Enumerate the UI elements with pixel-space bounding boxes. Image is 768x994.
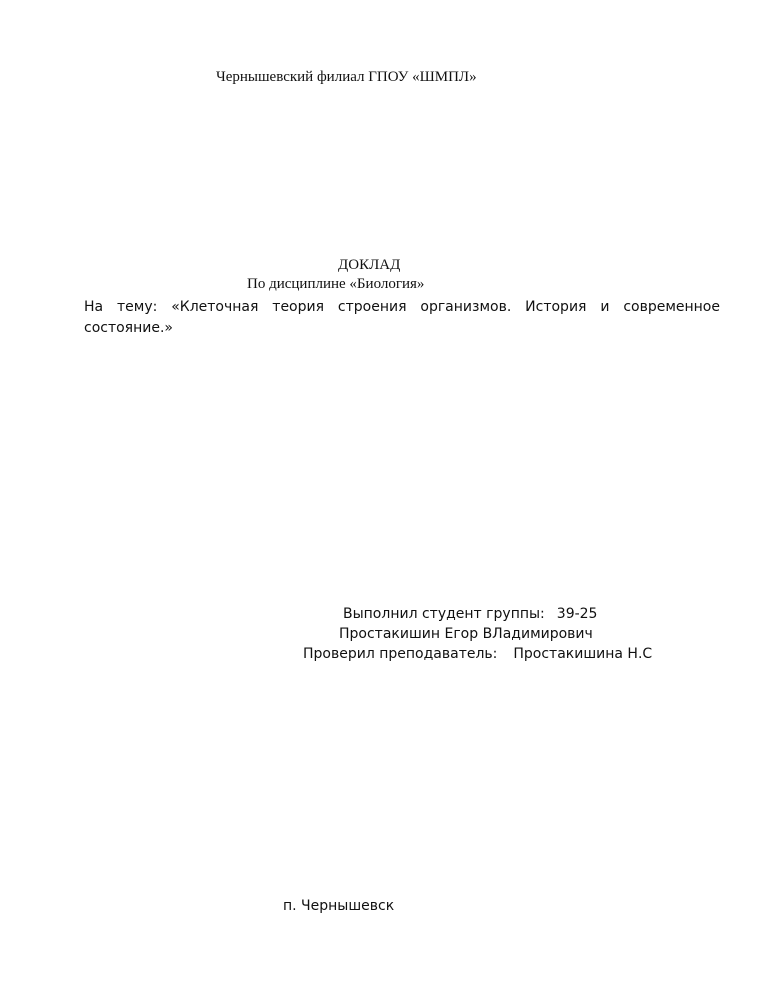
teacher-name: Простакишина Н.С bbox=[513, 646, 653, 662]
student-name: Простакишин Егор ВЛадимирович bbox=[339, 626, 593, 642]
document-type-heading: ДОКЛАД bbox=[338, 257, 401, 273]
topic-line: На тему: «Клеточная теория строения организмов. История и современное состояние.» bbox=[84, 299, 720, 336]
student-label: Выполнил студент группы: bbox=[343, 606, 545, 622]
teacher-line bbox=[303, 647, 652, 661]
teacher-label: Проверил преподаватель: bbox=[303, 646, 498, 662]
student-group: 39-25 bbox=[556, 606, 598, 622]
student-line bbox=[343, 607, 597, 621]
discipline-line: По дисциплине «Биология» bbox=[247, 276, 425, 292]
institution-name: Чернышевский филиал ГПОУ «ШМПЛ» bbox=[216, 69, 477, 85]
city-line: п. Чернышевск bbox=[283, 898, 395, 914]
